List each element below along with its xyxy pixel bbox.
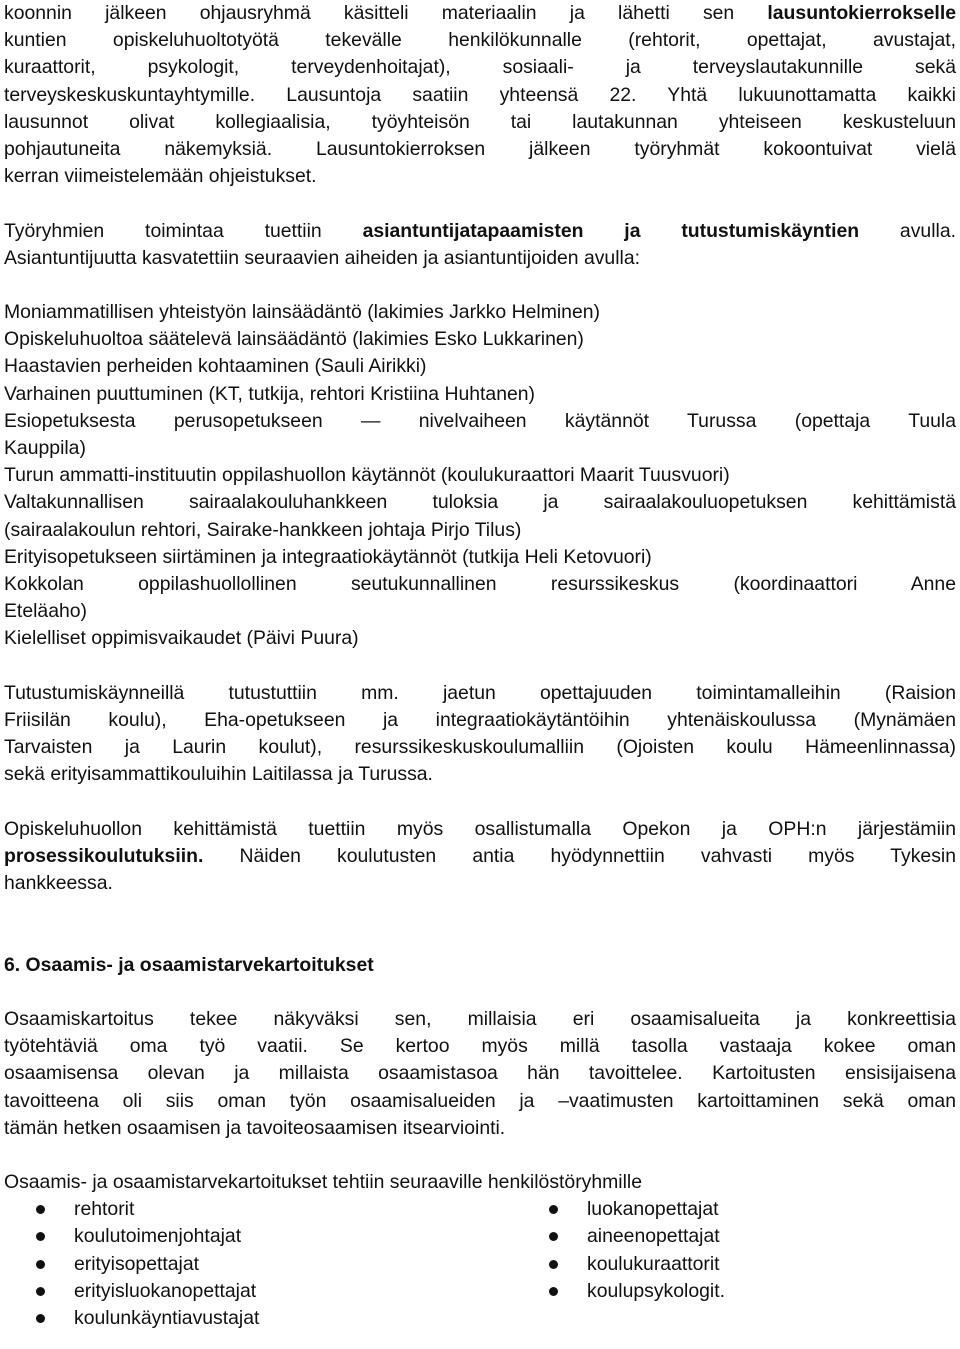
bold-term: lausuntokierrokselle xyxy=(767,2,956,24)
bullet-icon xyxy=(549,1287,558,1296)
text-line xyxy=(4,0,956,27)
text-line: työtehtäviä oma työ vaatii. Se kertoo myös millä tasolla vastaaja kokee oman xyxy=(4,1035,956,1058)
list-item-label: koulukuraattorit xyxy=(587,1252,720,1275)
text-line: tavoitteena oli siis oman työn osaamisalueiden ja –vaatimusten kartoittaminen sekä oman xyxy=(4,1089,956,1112)
bullet-icon xyxy=(36,1205,45,1214)
list-item xyxy=(547,1223,725,1250)
paragraph-consultation xyxy=(4,0,956,190)
text-line: tämän hetken osaamisen ja tavoiteosaamisen itsearviointi. xyxy=(4,1116,506,1139)
list-item xyxy=(34,1305,259,1332)
text-line: kuraattorit, psykologit, terveydenhoitajat), sosiaali- ja terveyslautakunnille sekä xyxy=(4,56,956,79)
paragraph-competence-mapping xyxy=(4,1006,956,1142)
bullet-column-right xyxy=(547,1196,725,1305)
bullet-icon xyxy=(549,1205,558,1214)
list-item xyxy=(34,1223,259,1250)
text-line: kerran viimeistelemään ohjeistukset. xyxy=(4,165,317,188)
text-line: pohjautuneita näkemyksiä. Lausuntokierroksen jälkeen työryhmät kokoontuivat vielä xyxy=(4,137,956,160)
text-line: Osaamiskartoitus tekee näkyväksi sen, millaisia eri osaamisalueita ja konkreettisia xyxy=(4,1007,956,1030)
bullet-column-left xyxy=(34,1196,259,1332)
expert-topic: (sairaalakoulun rehtori, Sairake-hankkeen johtaja Pirjo Tilus) xyxy=(4,518,522,541)
list-item-label: luokanopettajat xyxy=(587,1198,719,1221)
bullet-icon xyxy=(549,1260,558,1269)
bullet-icon xyxy=(549,1232,558,1241)
expert-topic: Haastavien perheiden kohtaaminen (Sauli Airikki) xyxy=(4,355,427,378)
section-heading: 6. Osaamis- ja osaamistarvekartoitukset xyxy=(4,953,374,976)
expert-topic: Kielelliset oppimisvaikaudet (Päivi Puura) xyxy=(4,627,359,650)
bullet-icon xyxy=(36,1232,45,1241)
expert-topic: Varhainen puuttuminen (KT, tutkija, rehtori Kristiina Huhtanen) xyxy=(4,382,536,405)
text-line xyxy=(4,218,956,245)
expert-topic: Moniammatillisen yhteistyön lainsäädäntö (lakimies Jarkko Helminen) xyxy=(4,301,600,324)
text-span: koonnin jälkeen ohjausryhmä käsitteli materiaalin ja lähetti sen xyxy=(4,2,768,24)
text-line: Friisilän koulu), Eha-opetukseen ja integraatiokäytäntöihin yhtenäiskoulussa (Mynämäen xyxy=(4,708,956,731)
text-line: kuntien opiskeluhuoltotyötä tekevälle henkilökunnalle (rehtorit, opettajat, avustajat, xyxy=(4,29,956,52)
paragraph-expert-support xyxy=(4,218,956,272)
text-line: terveyskeskuskuntayhtymille. Lausuntoja saatiin yhteensä 22. Yhtä lukuunottamatta kaikki xyxy=(4,83,956,106)
text-line: hankkeessa. xyxy=(4,872,113,894)
text-line: Asiantuntijuutta kasvatettiin seuraavien aiheiden ja asiantuntijoiden avulla: xyxy=(4,246,640,269)
expert-topic: Kauppila) xyxy=(4,437,86,459)
expert-topic: Opiskeluhuoltoa säätelevä lainsäädäntö (lakimies Esko Lukkarinen) xyxy=(4,328,584,351)
text-line: osaamisensa olevan ja millaista osaamistasoa hän tavoittelee. Kartoitusten ensisijaisena xyxy=(4,1062,956,1085)
list-item-label: erityisopettajat xyxy=(74,1252,200,1275)
list-item xyxy=(547,1196,725,1223)
expert-topic: Turun ammatti-instituutin oppilashuollon käytännöt (koulukuraattori Maarit Tuusvuori) xyxy=(4,464,730,487)
paragraph-visits xyxy=(4,680,956,789)
text-span: Näiden koulutusten antia hyödynnettiin vahvasti myös Tykesin xyxy=(203,844,956,867)
list-item-label: aineenopettajat xyxy=(587,1225,720,1248)
list-item-label: rehtorit xyxy=(74,1198,135,1221)
text-line: lausunnot olivat kollegiaalisia, työyhteisön tai lautakunnan yhteiseen keskusteluun xyxy=(4,110,956,133)
expert-topic: Erityisopetukseen siirtäminen ja integraatiokäytännöt (tutkija Heli Ketovuori) xyxy=(4,545,652,568)
text-span: avulla. xyxy=(859,219,956,242)
list-item xyxy=(547,1251,725,1278)
list-item-label: erityisluokanopettajat xyxy=(74,1279,257,1302)
expert-topic: Kokkolan oppilashuollollinen seutukunnallinen resurssikeskus (koordinaattori Anne xyxy=(4,572,956,595)
list-item-label: koulunkäyntiavustajat xyxy=(74,1307,260,1330)
list-item-label: koulutoimenjohtajat xyxy=(74,1225,242,1248)
bullet-icon xyxy=(36,1287,45,1296)
expert-topic: Eteläaho) xyxy=(4,600,88,623)
bullet-icon xyxy=(36,1260,45,1269)
document-page xyxy=(4,0,956,1332)
bold-term: prosessikoulutuksiin. xyxy=(4,844,204,867)
paragraph-training xyxy=(4,816,956,898)
list-item xyxy=(34,1278,259,1305)
expert-topics-list xyxy=(4,299,956,652)
list-item xyxy=(34,1196,259,1223)
expert-topic: Valtakunnallisen sairaalakouluhankkeen tuloksia ja sairaalakouluopetuksen kehittämistä xyxy=(4,491,956,514)
staff-groups-list xyxy=(4,1196,956,1332)
text-line: Osaamis- ja osaamistarvekartoitukset tehtiin seuraaville henkilöstöryhmille xyxy=(4,1171,642,1194)
expert-topic: Esiopetuksesta perusopetukseen — nivelvaiheen käytännöt Turussa (opettaja Tuula xyxy=(4,409,956,432)
list-item-label: koulupsykologit. xyxy=(587,1279,725,1302)
list-item xyxy=(547,1278,725,1305)
text-line: Tutustumiskäynneillä tutustuttiin mm. jaetun opettajuuden toimintamalleihin (Raision xyxy=(4,681,956,704)
bold-term: asiantuntijatapaamisten ja tutustumiskäyntien xyxy=(362,219,860,242)
text-line: Opiskeluhuollon kehittämistä tuettiin myös osallistumalla Opekon ja OPH:n järjestämiin xyxy=(4,817,956,840)
list-item xyxy=(34,1251,259,1278)
text-line xyxy=(4,843,956,870)
text-line: sekä erityisammattikouluihin Laitilassa ja Turussa. xyxy=(4,763,433,786)
text-line: Tarvaisten ja Laurin koulut), resurssikeskuskoulumalliin (Ojoisten koulu Hämeenlinnassa) xyxy=(4,736,956,759)
text-span: Työryhmien toimintaa tuettiin xyxy=(4,219,363,242)
bullet-icon xyxy=(36,1314,45,1323)
